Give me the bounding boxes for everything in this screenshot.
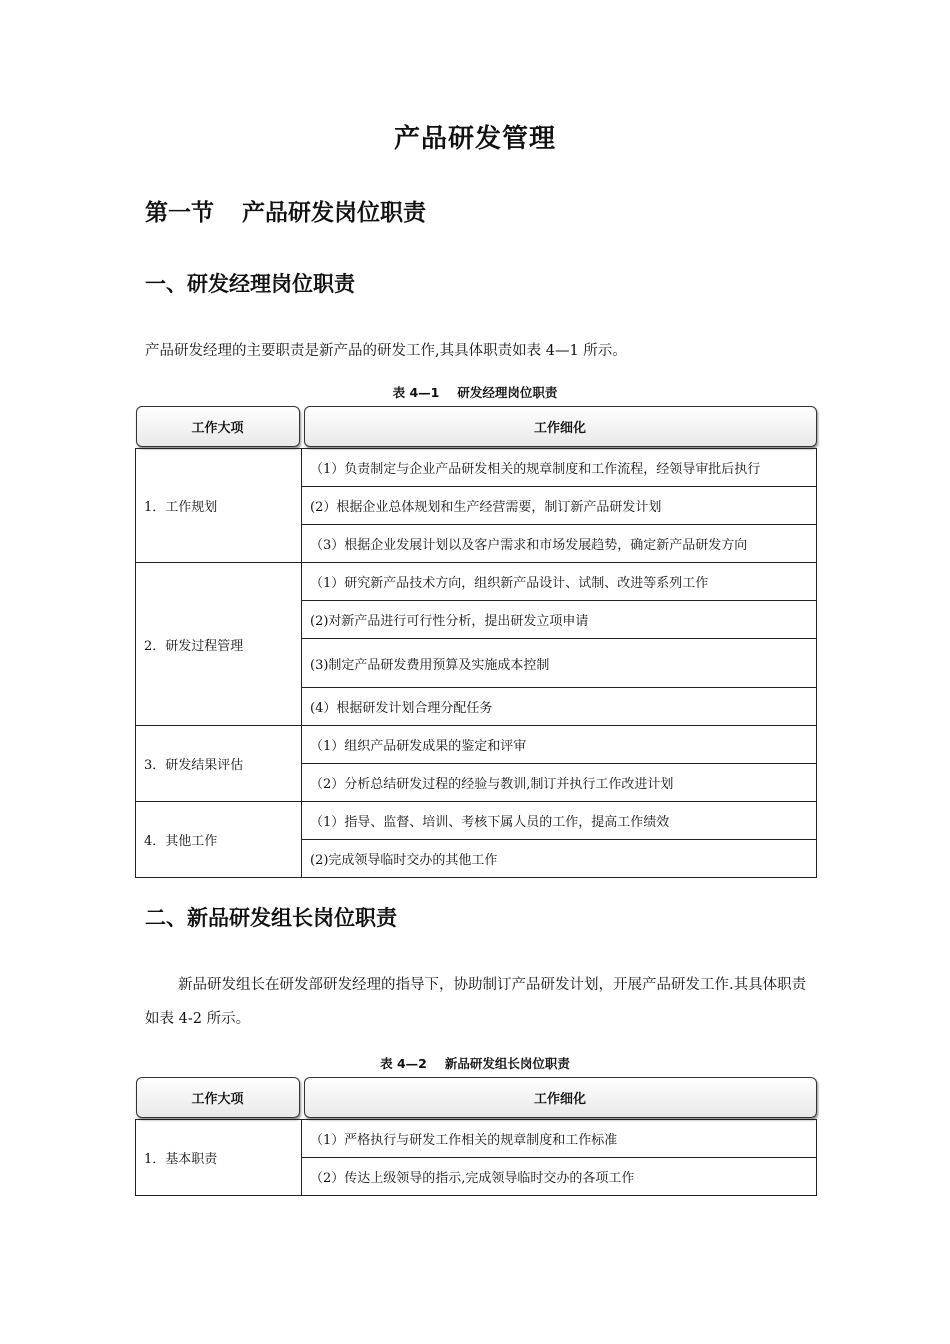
table2-caption: [0, 1054, 950, 1072]
detail-cell: (2)对新产品进行可行性分析，提出研发立项申请: [302, 601, 817, 639]
detail-cell: (2)完成领导临时交办的其他工作: [302, 840, 817, 878]
section-title: [145, 194, 426, 227]
table2-header-category: 工作大项: [136, 1077, 300, 1118]
table1-caption-name: 研发经理岗位职责: [457, 385, 558, 400]
table1-caption: [0, 383, 950, 401]
detail-cell: (3)制定产品研发费用预算及实施成本控制: [302, 639, 817, 688]
table-row: [136, 563, 817, 601]
table2-header-detail: 工作细化: [304, 1077, 817, 1118]
table2-header-row: [136, 1075, 817, 1120]
category-cell: 4．其他工作: [136, 802, 302, 878]
table2-caption-name: 新品研发组长岗位职责: [444, 1056, 570, 1071]
table-row: [136, 726, 817, 764]
table-row: [136, 449, 817, 487]
category-cell: 2．研发过程管理: [136, 563, 302, 726]
document-title: 产品研发管理: [393, 124, 556, 154]
detail-cell: （2）传达上级领导的指示,完成领导临时交办的各项工作: [302, 1158, 817, 1196]
part1-intro: 产品研发经理的主要职责是新产品的研发工作,其具体职责如表 4—1 所示。: [145, 343, 627, 359]
part2-heading: 二、新品研发组长岗位职责: [145, 906, 397, 930]
section-number: 第一节: [145, 200, 214, 226]
part1-heading: 一、研发经理岗位职责: [145, 272, 355, 296]
category-cell: 1．基本职责: [136, 1120, 302, 1196]
table-row: [136, 802, 817, 840]
detail-cell: (2）根据企业总体规划和生产经营需要，制订新产品研发计划: [302, 487, 817, 525]
table1-caption-number: 表 4—1: [392, 385, 440, 400]
table1: [135, 404, 817, 878]
category-cell: 3．研发结果评估: [136, 726, 302, 802]
detail-cell: （3）根据企业发展计划以及客户需求和市场发展趋势，确定新产品研发方向: [302, 525, 817, 563]
category-cell: 1．工作规划: [136, 449, 302, 563]
table1-header-detail: 工作细化: [304, 406, 817, 447]
part2-intro: 新品研发组长在研发部研发经理的指导下，协助制订产品研发计划，开展产品研发工作.其具体职责如表 4-2 所示。: [145, 977, 807, 1027]
detail-cell: （1）研究新产品技术方向，组织新产品设计、试制、改进等系列工作: [302, 563, 817, 601]
detail-cell: (4）根据研发计划合理分配任务: [302, 688, 817, 726]
detail-cell: （1）指导、监督、培训、考核下属人员的工作，提高工作绩效: [302, 802, 817, 840]
detail-cell: （1）严格执行与研发工作相关的规章制度和工作标准: [302, 1120, 817, 1158]
table1-header-row: [136, 404, 817, 449]
detail-cell: （1）负责制定与企业产品研发相关的规章制度和工作流程，经领导审批后执行: [302, 449, 817, 487]
table1-header-category: 工作大项: [136, 406, 300, 447]
section-name: 产品研发岗位职责: [242, 200, 426, 226]
table2-caption-number: 表 4—2: [380, 1056, 427, 1071]
detail-cell: （1）组织产品研发成果的鉴定和评审: [302, 726, 817, 764]
table2: [135, 1075, 817, 1196]
detail-cell: （2）分析总结研发过程的经验与教训,制订并执行工作改进计划: [302, 764, 817, 802]
table-row: [136, 1120, 817, 1158]
